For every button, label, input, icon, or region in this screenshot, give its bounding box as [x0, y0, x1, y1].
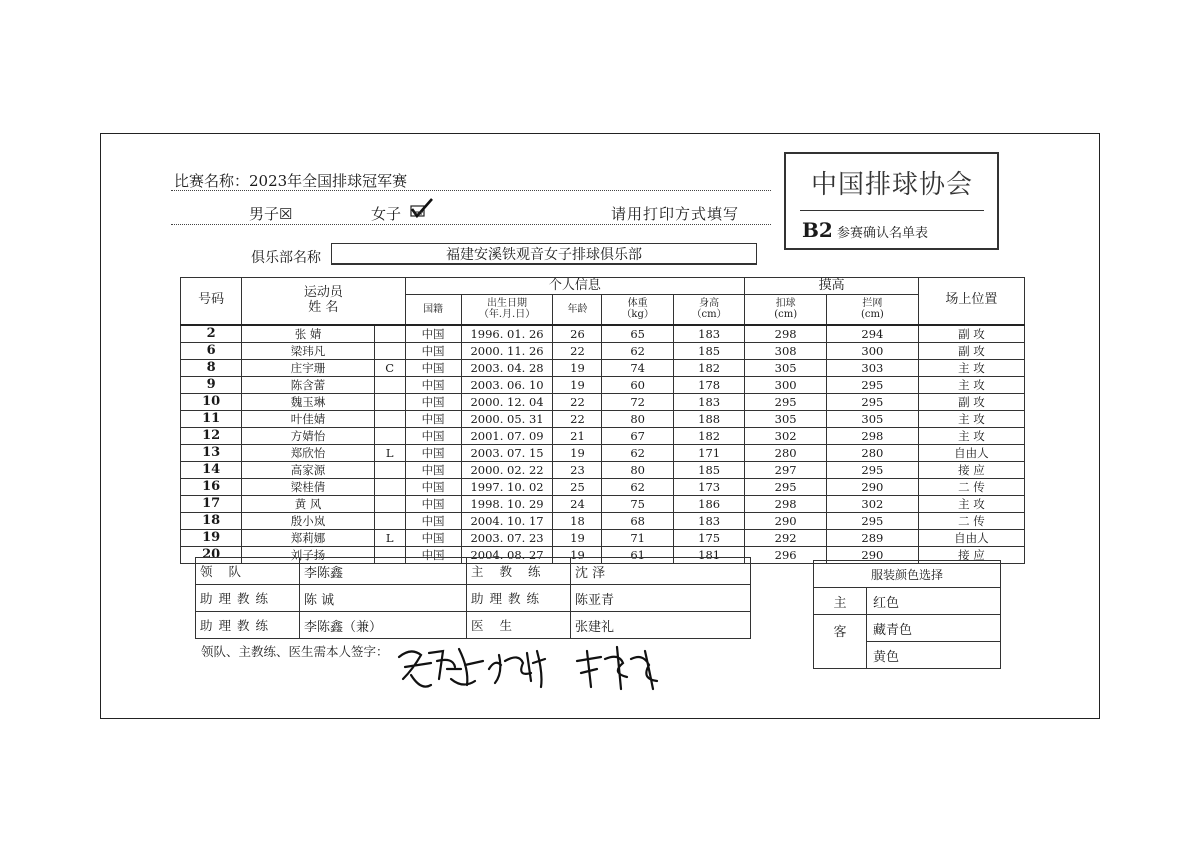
cell-mark [374, 461, 405, 478]
staff-table [195, 557, 751, 639]
cell-num: 19 [181, 529, 242, 546]
roster-body [181, 325, 1025, 564]
cell-spike: 305 [745, 359, 827, 376]
cell-block: 295 [826, 512, 918, 529]
cell-spike: 292 [745, 529, 827, 546]
cell-dob: 2000. 05. 31 [461, 410, 553, 427]
cell-num: 12 [181, 427, 242, 444]
cell-spike: 295 [745, 393, 827, 410]
cell-pos: 副 攻 [918, 393, 1024, 410]
cell-mark [374, 478, 405, 495]
cell-weight: 72 [602, 393, 673, 410]
header-athlete-l1: 运动员 [303, 284, 343, 300]
header-nationality: 国籍 [405, 295, 461, 325]
header-spike-l2: (cm) [774, 309, 798, 321]
cell-name: 刘子扬 [242, 546, 375, 563]
cell-height: 182 [673, 359, 744, 376]
table-row [181, 393, 1025, 410]
cell-height: 183 [673, 325, 744, 343]
cell-name: 梁玮凡 [242, 342, 375, 359]
cell-pos: 主 攻 [918, 376, 1024, 393]
cell-dob: 1998. 10. 29 [461, 495, 553, 512]
cell-nat: 中国 [405, 461, 461, 478]
cell-age: 19 [553, 444, 602, 461]
table-row [181, 427, 1025, 444]
header-block-l1: 拦网 [862, 297, 883, 309]
cell-spike: 305 [745, 410, 827, 427]
cell-spike: 280 [745, 444, 827, 461]
cell-num: 14 [181, 461, 242, 478]
cell-pos: 主 攻 [918, 410, 1024, 427]
roster-form [100, 133, 1100, 719]
header-number: 号码 [181, 278, 242, 325]
cell-age: 19 [553, 546, 602, 563]
cell-spike: 300 [745, 376, 827, 393]
cell-spike: 308 [745, 342, 827, 359]
cell-nat: 中国 [405, 342, 461, 359]
cell-nat: 中国 [405, 444, 461, 461]
cell-name: 梁桂倩 [242, 478, 375, 495]
cell-age: 24 [553, 495, 602, 512]
cell-age: 25 [553, 478, 602, 495]
cell-height: 183 [673, 512, 744, 529]
table-row [181, 410, 1025, 427]
cell-name: 殷小岚 [242, 512, 375, 529]
cell-weight: 75 [602, 495, 673, 512]
cell-nat: 中国 [405, 478, 461, 495]
uniform-title: 服装颜色选择 [814, 561, 1001, 588]
cell-name: 庄宇珊 [242, 359, 375, 376]
cell-dob: 1996. 01. 26 [461, 325, 553, 343]
cell-mark [374, 325, 405, 343]
header-athlete [242, 278, 405, 325]
gender-underline [171, 224, 771, 225]
home-color: 红色 [867, 588, 1001, 615]
cell-block: 303 [826, 359, 918, 376]
table-row [181, 512, 1025, 529]
stamp-org-name: 中国排球协会 [810, 170, 973, 200]
header-personal-info: 个人信息 [405, 278, 745, 295]
header-position: 场上位置 [918, 278, 1024, 325]
cell-height: 186 [673, 495, 744, 512]
cell-dob: 2003. 04. 28 [461, 359, 553, 376]
cell-height: 173 [673, 478, 744, 495]
header-block-l2: (cm) [860, 309, 884, 321]
header-dob-l2: （年.月.日） [478, 309, 536, 321]
uniform-color-table [813, 560, 1001, 669]
cell-nat: 中国 [405, 325, 461, 343]
cell-spike: 296 [745, 546, 827, 563]
cell-weight: 74 [602, 359, 673, 376]
cell-dob: 2003. 06. 10 [461, 376, 553, 393]
cell-pos: 接 应 [918, 546, 1024, 563]
cell-weight: 62 [602, 478, 673, 495]
cell-nat: 中国 [405, 495, 461, 512]
cell-num: 16 [181, 478, 242, 495]
association-stamp [784, 152, 999, 250]
assistant1-name: 陈 诚 [300, 585, 467, 612]
cell-age: 23 [553, 461, 602, 478]
header-dob-l1: 出生日期 [487, 297, 528, 309]
stamp-form-code [802, 218, 928, 242]
cell-mark: C [374, 359, 405, 376]
cell-name: 陈含蕾 [242, 376, 375, 393]
cell-num: 11 [181, 410, 242, 427]
cell-num: 18 [181, 512, 242, 529]
title-underline [171, 190, 771, 191]
cell-block: 300 [826, 342, 918, 359]
head-coach-name: 沈 泽 [571, 558, 751, 585]
assistant2-label: 助理教练 [196, 612, 300, 639]
cell-weight: 62 [602, 444, 673, 461]
cell-dob: 2004. 10. 17 [461, 512, 553, 529]
cell-nat: 中国 [405, 529, 461, 546]
table-row [181, 325, 1025, 343]
cell-name: 黄 风 [242, 495, 375, 512]
form-code: B2 [802, 218, 833, 242]
header-height-l2: （cm） [691, 309, 727, 321]
cell-num: 2 [181, 325, 242, 343]
home-label: 主 [814, 588, 867, 615]
table-row [181, 359, 1025, 376]
cell-age: 22 [553, 410, 602, 427]
cell-age: 19 [553, 359, 602, 376]
cell-weight: 61 [602, 546, 673, 563]
header-height-l1: 身高 [699, 297, 720, 309]
assistant3-label: 助理教练 [467, 585, 571, 612]
cell-nat: 中国 [405, 393, 461, 410]
cell-spike: 297 [745, 461, 827, 478]
header-dob [461, 295, 553, 325]
cell-block: 295 [826, 393, 918, 410]
away-label: 客 [814, 615, 867, 669]
cell-pos: 主 攻 [918, 427, 1024, 444]
cell-num: 17 [181, 495, 242, 512]
cell-mark: L [374, 444, 405, 461]
cell-weight: 68 [602, 512, 673, 529]
cell-spike: 295 [745, 478, 827, 495]
assistant2-name: 李陈鑫（兼） [300, 612, 467, 639]
table-row [181, 478, 1025, 495]
cell-name: 高家源 [242, 461, 375, 478]
cell-name: 郑欣怡 [242, 444, 375, 461]
cell-spike: 298 [745, 325, 827, 343]
table-row [181, 444, 1025, 461]
cell-pos: 副 攻 [918, 325, 1024, 343]
cell-height: 185 [673, 342, 744, 359]
cell-block: 289 [826, 529, 918, 546]
cell-height: 181 [673, 546, 744, 563]
cell-height: 182 [673, 427, 744, 444]
away-color-2: 黄色 [867, 642, 1001, 669]
cell-mark [374, 342, 405, 359]
cell-num: 8 [181, 359, 242, 376]
doctor-label: 医 生 [467, 612, 571, 639]
cell-num: 9 [181, 376, 242, 393]
header-reach: 摸高 [745, 278, 918, 295]
away-color-1: 藏青色 [867, 615, 1001, 642]
cell-block: 280 [826, 444, 918, 461]
header-spike-l1: 扣球 [775, 297, 796, 309]
table-row [181, 461, 1025, 478]
cell-spike: 298 [745, 495, 827, 512]
club-name: 福建安溪铁观音女子排球俱乐部 [331, 243, 757, 265]
table-row [181, 529, 1025, 546]
cell-age: 22 [553, 342, 602, 359]
cell-dob: 2001. 07. 09 [461, 427, 553, 444]
cell-weight: 67 [602, 427, 673, 444]
cell-num: 10 [181, 393, 242, 410]
cell-nat: 中国 [405, 546, 461, 563]
cell-dob: 2003. 07. 23 [461, 529, 553, 546]
cell-name: 叶佳婧 [242, 410, 375, 427]
cell-age: 19 [553, 529, 602, 546]
cell-age: 19 [553, 376, 602, 393]
cell-dob: 2000. 02. 22 [461, 461, 553, 478]
cell-block: 302 [826, 495, 918, 512]
header-weight [602, 295, 673, 325]
cell-pos: 接 应 [918, 461, 1024, 478]
assistant1-label: 助理教练 [196, 585, 300, 612]
cell-dob: 1997. 10. 02 [461, 478, 553, 495]
header-spike [745, 295, 827, 325]
header-height [673, 295, 744, 325]
cell-name: 郑莉娜 [242, 529, 375, 546]
cell-dob: 2000. 11. 26 [461, 342, 553, 359]
cell-height: 171 [673, 444, 744, 461]
cell-mark [374, 393, 405, 410]
cell-pos: 自由人 [918, 444, 1024, 461]
cell-pos: 主 攻 [918, 495, 1024, 512]
cell-dob: 2003. 07. 15 [461, 444, 553, 461]
doctor-name: 张建礼 [571, 612, 751, 639]
cell-mark [374, 495, 405, 512]
cell-name: 方婧怡 [242, 427, 375, 444]
cell-age: 26 [553, 325, 602, 343]
signature-label: 领队、主教练、医生需本人签字： [201, 644, 389, 659]
cell-weight: 71 [602, 529, 673, 546]
header-weight-l2: （kg） [621, 309, 654, 321]
stamp-divider [800, 210, 984, 211]
cell-pos: 二 传 [918, 512, 1024, 529]
cell-height: 178 [673, 376, 744, 393]
cell-weight: 60 [602, 376, 673, 393]
cell-block: 295 [826, 376, 918, 393]
table-row [181, 495, 1025, 512]
cell-mark [374, 512, 405, 529]
cell-dob: 2004. 08. 27 [461, 546, 553, 563]
cell-num: 20 [181, 546, 242, 563]
cell-weight: 65 [602, 325, 673, 343]
cell-nat: 中国 [405, 376, 461, 393]
header-athlete-l2: 姓 名 [308, 299, 339, 315]
form-name: 参赛确认名单表 [836, 226, 928, 241]
cell-block: 298 [826, 427, 918, 444]
header-block [826, 295, 918, 325]
cell-age: 22 [553, 393, 602, 410]
head-coach-label: 主 教 练 [467, 558, 571, 585]
cell-spike: 302 [745, 427, 827, 444]
checkmark-icon [408, 197, 434, 219]
cell-block: 290 [826, 478, 918, 495]
cell-name: 魏玉琳 [242, 393, 375, 410]
competition-title: 比赛名称：2023年全国排球冠军赛 [174, 172, 408, 190]
cell-dob: 2000. 12. 04 [461, 393, 553, 410]
team-leader-name: 李陈鑫 [300, 558, 467, 585]
cell-nat: 中国 [405, 359, 461, 376]
cell-pos: 二 传 [918, 478, 1024, 495]
cell-num: 13 [181, 444, 242, 461]
cell-height: 183 [673, 393, 744, 410]
roster-table [180, 277, 1025, 564]
cell-nat: 中国 [405, 410, 461, 427]
table-row [181, 342, 1025, 359]
cell-mark [374, 376, 405, 393]
cell-weight: 62 [602, 342, 673, 359]
cell-height: 188 [673, 410, 744, 427]
cell-block: 290 [826, 546, 918, 563]
men-option: 男子☒ [249, 205, 293, 223]
cell-nat: 中国 [405, 512, 461, 529]
cell-pos: 副 攻 [918, 342, 1024, 359]
fill-instruction: 请用打印方式填写 [611, 205, 740, 223]
table-row [181, 376, 1025, 393]
header-age: 年龄 [553, 295, 602, 325]
cell-mark: L [374, 529, 405, 546]
cell-spike: 290 [745, 512, 827, 529]
women-option: 女子 [371, 205, 402, 223]
cell-block: 294 [826, 325, 918, 343]
cell-pos: 主 攻 [918, 359, 1024, 376]
cell-block: 295 [826, 461, 918, 478]
cell-nat: 中国 [405, 427, 461, 444]
cell-pos: 自由人 [918, 529, 1024, 546]
header-weight-l1: 体重 [627, 297, 648, 309]
cell-height: 175 [673, 529, 744, 546]
cell-weight: 80 [602, 461, 673, 478]
handwritten-signatures [391, 639, 691, 699]
cell-mark [374, 410, 405, 427]
cell-age: 18 [553, 512, 602, 529]
cell-weight: 80 [602, 410, 673, 427]
cell-mark [374, 427, 405, 444]
cell-age: 21 [553, 427, 602, 444]
club-label: 俱乐部名称 [251, 250, 321, 266]
cell-height: 185 [673, 461, 744, 478]
cell-block: 305 [826, 410, 918, 427]
cell-num: 6 [181, 342, 242, 359]
assistant3-name: 陈亚青 [571, 585, 751, 612]
team-leader-label: 领 队 [196, 558, 300, 585]
cell-name: 张 婧 [242, 325, 375, 343]
